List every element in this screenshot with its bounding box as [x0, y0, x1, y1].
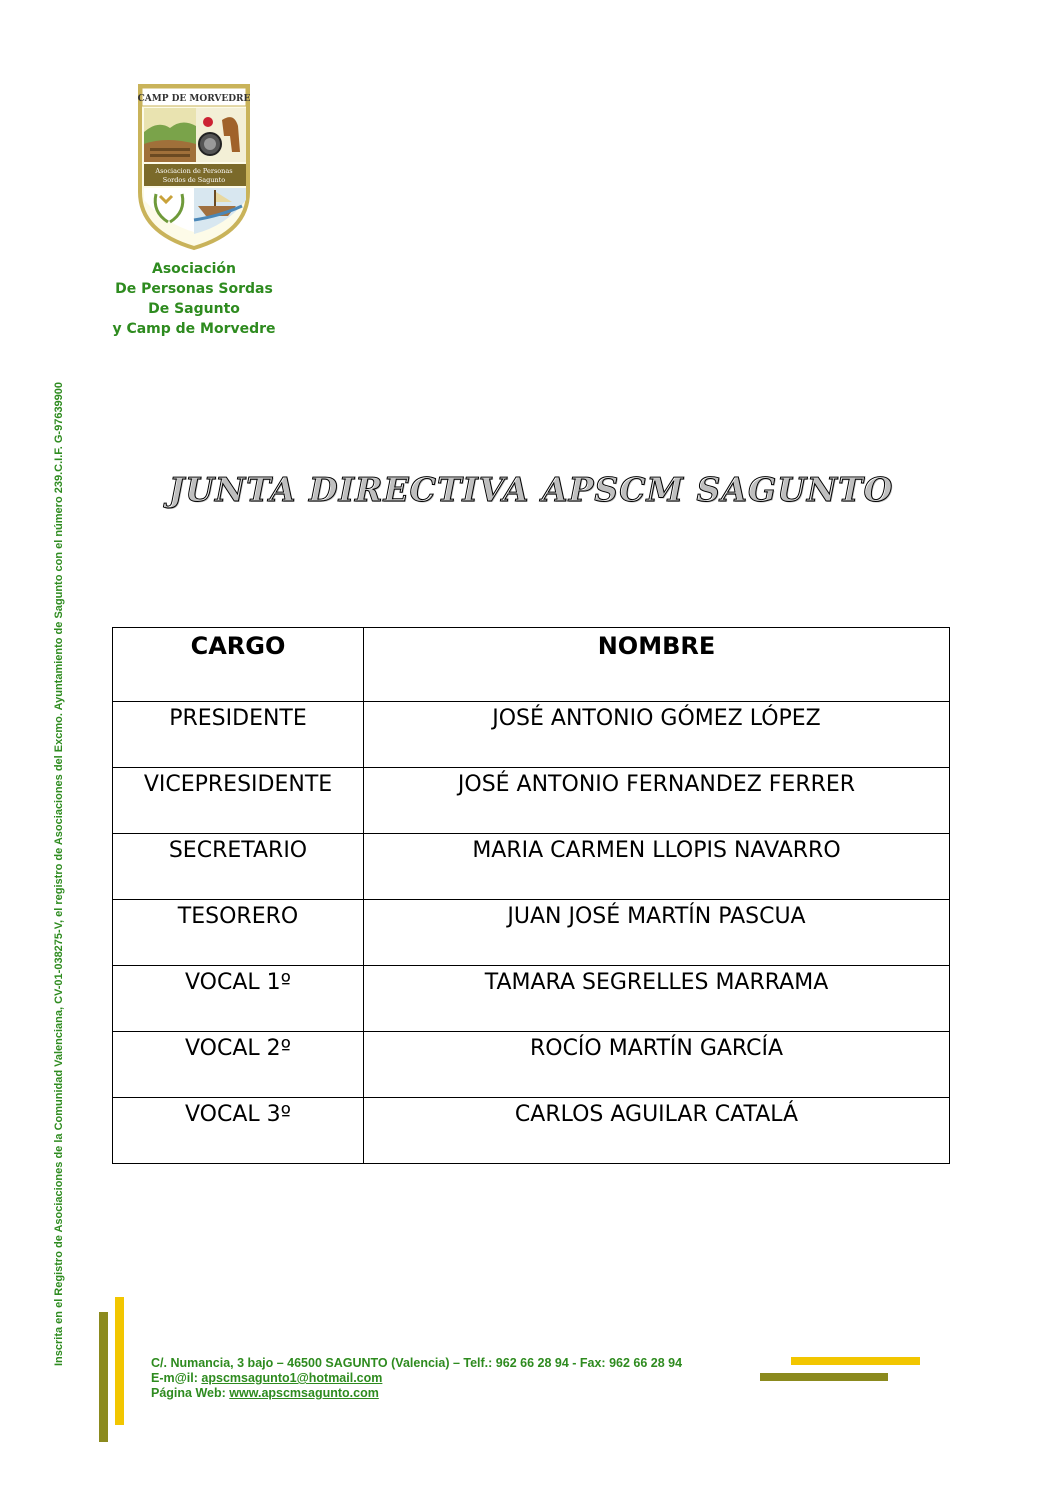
nombre-cell: ROCÍO MARTÍN GARCÍA: [364, 1032, 950, 1098]
organization-line-2: De Personas Sordas: [115, 281, 273, 297]
footer-email-line: [151, 1371, 791, 1386]
svg-text:Sordos de Sagunto: Sordos de Sagunto: [162, 176, 226, 184]
footer-web-line: [151, 1386, 791, 1401]
organization-line-1: Asociación: [151, 261, 236, 277]
svg-text:Asociacion de Personas: Asociacion de Personas: [155, 167, 233, 175]
olive-vertical-bar: [99, 1312, 108, 1442]
table-header-row: [113, 628, 950, 702]
table-row: [113, 1032, 950, 1098]
nombre-cell: JOSÉ ANTONIO FERNANDEZ FERRER: [364, 768, 950, 834]
organization-name: [96, 259, 292, 339]
board-table: [112, 627, 950, 1164]
cargo-cell: VOCAL 2º: [113, 1032, 364, 1098]
footer-email-label: E-m@il:: [151, 1371, 198, 1385]
table-row: [113, 1098, 950, 1164]
yellow-vertical-bar: [115, 1297, 124, 1425]
cargo-cell: SECRETARIO: [113, 834, 364, 900]
cargo-cell: VOCAL 1º: [113, 966, 364, 1032]
header-nombre: NOMBRE: [364, 628, 950, 702]
cargo-cell: PRESIDENTE: [113, 702, 364, 768]
organization-line-4: y Camp de Morvedre: [112, 321, 276, 337]
nombre-cell: CARLOS AGUILAR CATALÁ: [364, 1098, 950, 1164]
association-logo: [136, 82, 252, 252]
table-row: [113, 834, 950, 900]
nombre-cell: JUAN JOSÉ MARTÍN PASCUA: [364, 900, 950, 966]
table-row: [113, 768, 950, 834]
footer-web-label: Página Web:: [151, 1386, 226, 1400]
cargo-cell: VOCAL 3º: [113, 1098, 364, 1164]
logo-banner-text: CAMP DE MORVEDRE: [137, 94, 251, 104]
table-row: [113, 966, 950, 1032]
nombre-cell: MARIA CARMEN LLOPIS NAVARRO: [364, 834, 950, 900]
header-cargo: CARGO: [113, 628, 364, 702]
nombre-cell: JOSÉ ANTONIO GÓMEZ LÓPEZ: [364, 702, 950, 768]
organization-line-3: De Sagunto: [148, 301, 240, 317]
table-row: [113, 702, 950, 768]
footer-web-link[interactable]: www.apscmsagunto.com: [229, 1386, 379, 1400]
footer-contact: [151, 1356, 791, 1401]
cargo-cell: VICEPRESIDENTE: [113, 768, 364, 834]
footer-address: C/. Numancia, 3 bajo – 46500 SAGUNTO (Valencia) – Telf.: 962 66 28 94 - Fax: 962 66 28 94: [151, 1356, 683, 1370]
yellow-horizontal-bar: [791, 1357, 920, 1365]
table-row: [113, 900, 950, 966]
page-title: JUNTA DIRECTIVA APSCM SAGUNTO: [168, 470, 894, 509]
footer-email-link[interactable]: apscmsagunto1@hotmail.com: [201, 1371, 383, 1385]
registration-text: Inscrita en el Registro de Asociaciones de la Comunidad Valenciana, CV-01-038275-V, el registro de Asociaciones del Excmo. Ayuntamiento de Sagunto con el número 239.C.I.F. G-97639900: [53, 381, 65, 1366]
nombre-cell: TAMARA SEGRELLES MARRAMA: [364, 966, 950, 1032]
cargo-cell: TESORERO: [113, 900, 364, 966]
